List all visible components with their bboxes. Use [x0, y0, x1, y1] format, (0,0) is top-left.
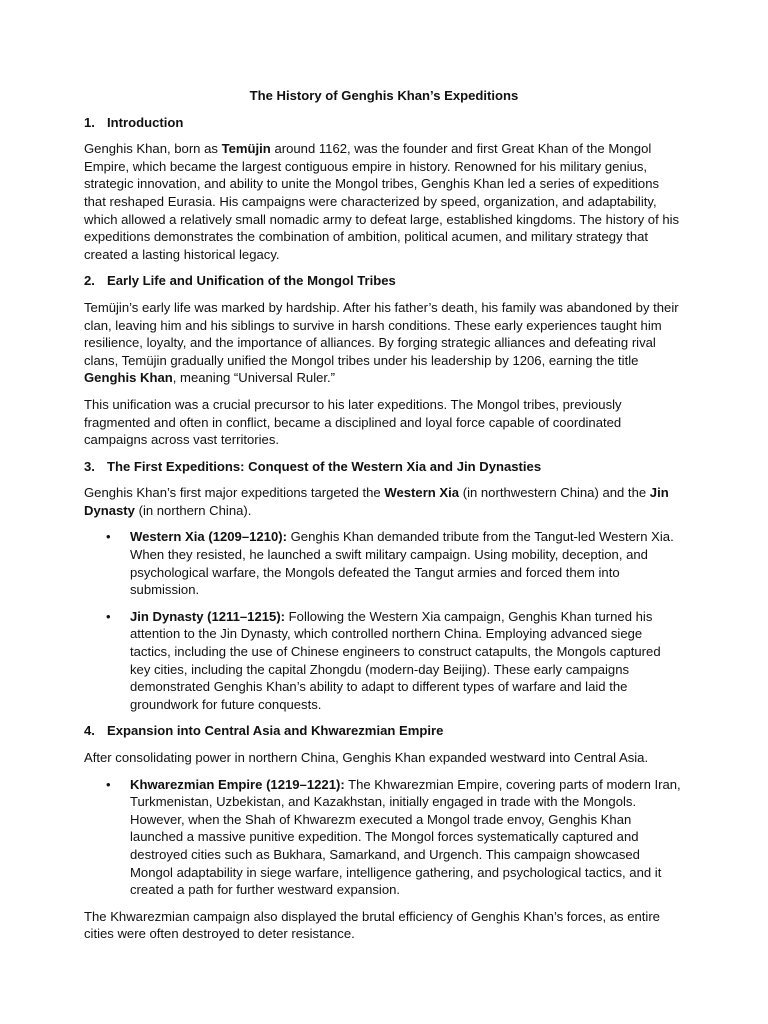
bold-run: Khwarezmian Empire (1219–1221):	[130, 776, 345, 792]
text-run: Genghis Khan demanded tribute from the Tangut-led Western Xia. When they resisted, he launched a swift military campaign. Using mobility, deception, and psychological warfare, the Mongols defeated the Tangut armies and forced them into submission.	[130, 529, 674, 598]
paragraph	[84, 484, 684, 519]
text-run: Following the Western Xia campaign, Genghis Khan turned his attention to the Jin Dynasty, which controlled northern China. Employing advanced siege tactics, including the use of Chinese engineers to construct catapults, the Mongols captured key cities, including the capital Zhongdu (modern-day Beijing). These early campaigns demonstrated Genghis Khan’s ability to adapt to different types of warfare and laid the groundwork for future conquests.	[130, 608, 661, 712]
text-run: Genghis Khan, born as	[84, 141, 222, 157]
bold-run: Temüjin	[221, 141, 271, 157]
bullet-icon: •	[106, 608, 111, 624]
text-run: The Khwarezmian Empire, covering parts of modern Iran, Turkmenistan, Uzbekistan, and Kazakhstan, initially engaged in trade with the Mongols. However, when the Shah of Khwarezm executed a Mongol trade envoy, Genghis Khan launched a massive punitive expedition. The Mongol forces systematically captured and destroyed cities such as Bukhara, Samarkand, and Urgench. This campaign showcased Mongol adaptability in siege warfare, intelligence gathering, and psychological tactics, and it created a path for further westward expansion.	[130, 776, 681, 898]
document-title: The History of Genghis Khan’s Expeditions	[249, 88, 519, 103]
section-heading-central-asia	[84, 722, 684, 740]
bold-run: Genghis Khan	[84, 370, 173, 386]
section-number: 4.	[84, 723, 95, 739]
section-heading-early-life	[84, 272, 684, 290]
bold-run: Jin Dynasty	[84, 485, 669, 518]
text-run: Temüjin’s early life was marked by hardship. After his father’s death, his family was abandoned by their clan, leaving him and his siblings to survive in harsh conditions. These early experiences taught him resilience, loyalty, and the importance of alliances. By forging strategic alliances and defeating rival clans, Temüjin gradually unified the Mongol tribes under his leadership by 1206, earning the title	[84, 299, 679, 368]
paragraph	[84, 140, 684, 263]
section-title: Expansion into Central Asia and Khwarezmian Empire	[107, 723, 444, 739]
text-run: Genghis Khan’s first major expeditions targeted the	[84, 485, 385, 501]
section-number: 2.	[84, 273, 95, 289]
bold-run: Jin Dynasty (1211–1215):	[130, 608, 286, 624]
text-run: , meaning “Universal Ruler.”	[172, 370, 336, 386]
bullet-list	[84, 528, 684, 713]
list-item	[84, 608, 684, 714]
bold-run: Western Xia	[384, 485, 460, 501]
text-run: around 1162, was the founder and first Great Khan of the Mongol Empire, which became the largest contiguous empire in history. Renowned for his military genius, strategic innovation, and ability to unite the Mongol tribes, Genghis Khan led a series of expeditions that reshaped Eurasia. His campaigns were characterized by speed, organization, and adaptability, which allowed a relatively small nomadic army to defeat large, established kingdoms. The history of his expeditions demonstrates the combination of ambition, political acumen, and military strategy that created a lasting historical legacy.	[84, 141, 680, 262]
paragraph: The Khwarezmian campaign also displayed the brutal efficiency of Genghis Khan’s forces, as entire cities were often destroyed to deter resistance.	[84, 908, 660, 942]
list-item	[84, 776, 684, 899]
bullet-icon: •	[106, 776, 111, 792]
section-title: Early Life and Unification of the Mongol Tribes	[107, 273, 396, 289]
text-run: (in northwestern China) and the	[459, 485, 650, 501]
paragraph: This unification was a crucial precursor to his later expeditions. The Mongol tribes, previously fragmented and often in conflict, became a disciplined and loyal force capable of coordinated campaigns across vast territories.	[84, 396, 622, 448]
list-item	[84, 528, 684, 598]
section-title: The First Expeditions: Conquest of the Western Xia and Jin Dynasties	[107, 458, 542, 474]
section-title: Introduction	[107, 114, 184, 130]
section-heading-introduction	[84, 114, 684, 132]
section-number: 1.	[84, 114, 95, 130]
text-run: (in northern China).	[134, 502, 252, 518]
paragraph: After consolidating power in northern China, Genghis Khan expanded westward into Central Asia.	[84, 750, 649, 765]
section-number: 3.	[84, 458, 95, 474]
paragraph	[84, 299, 684, 387]
bullet-list	[84, 776, 684, 899]
section-heading-first-expeditions	[84, 458, 684, 476]
bullet-icon: •	[106, 529, 111, 545]
bold-run: Western Xia (1209–1210):	[130, 529, 287, 545]
